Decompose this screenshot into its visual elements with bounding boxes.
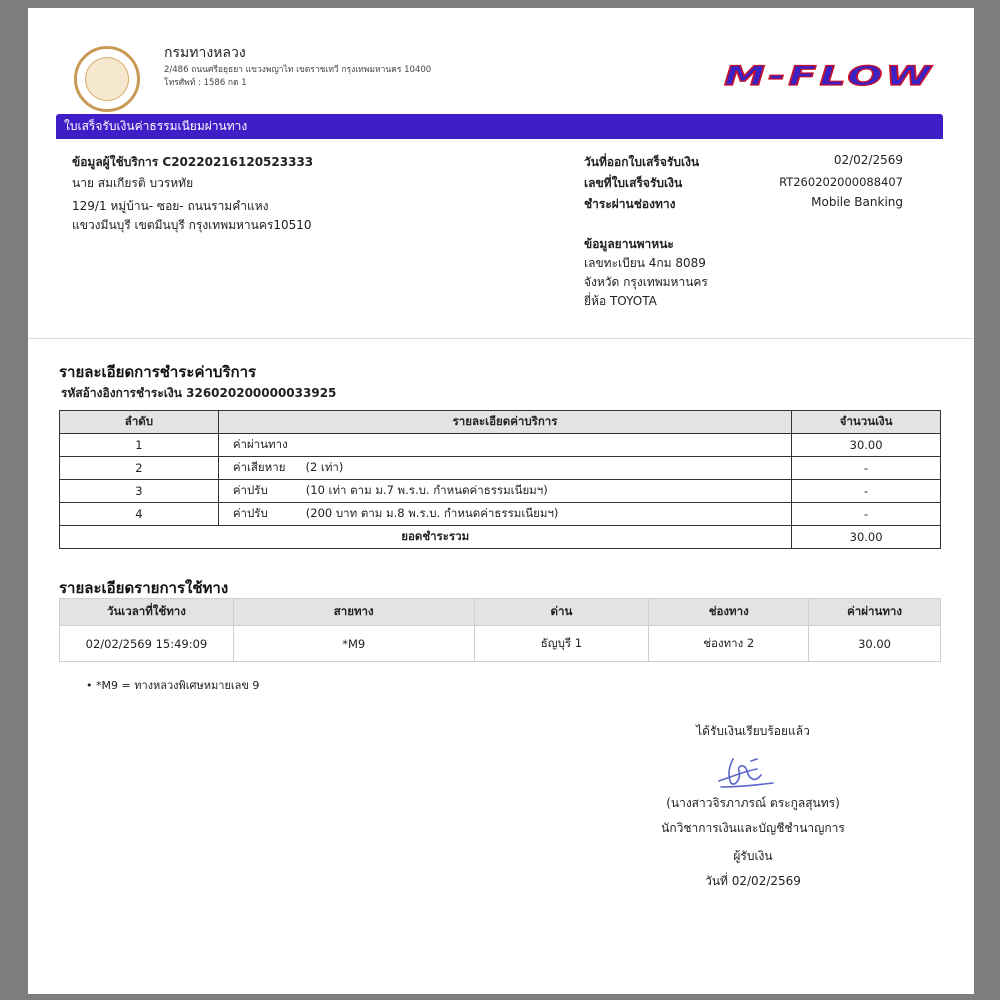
- table-row: [60, 626, 941, 662]
- row-item-label: ค่าเสียหาย: [232, 460, 286, 474]
- header-route: สายทาง: [233, 599, 474, 626]
- vehicle-brand: ยี่ห้อ TOYOTA: [584, 294, 657, 308]
- seal-center: [85, 57, 129, 101]
- row-no: 4: [60, 503, 219, 526]
- row-no: 2: [60, 457, 219, 480]
- row-no: 3: [60, 480, 219, 503]
- receipt-no-value: RT260202000088407: [779, 175, 903, 189]
- section-divider: [28, 338, 974, 339]
- issue-date-value: 02/02/2569: [833, 153, 903, 167]
- logo-text: M-FLOW: [724, 61, 934, 90]
- signer-position: นักวิชาการเงินและบัญชีชำนาญการ: [661, 821, 845, 835]
- vehicle-plate: เลขทะเบียน 4กม 8089: [584, 256, 706, 270]
- signer-role: ผู้รับเงิน: [733, 849, 773, 863]
- issue-date-label: วันที่ออกใบเสร็จรับเงิน: [584, 155, 700, 169]
- customer-address-line1: 129/1 หมู่บ้าน- ซอย- ถนนรามคำแหง: [72, 199, 269, 213]
- payment-reference: รหัสอ้างอิงการชำระเงิน 326020200000033925: [61, 386, 337, 400]
- total-amount: 30.00: [792, 526, 941, 549]
- row-amount: -: [792, 457, 941, 480]
- row-amount: 30.00: [792, 434, 941, 457]
- row-item-note: (10 เท่า ตาม ม.7 พ.ร.บ. กำหนดค่าธรรมเนียมฯ): [305, 483, 548, 497]
- header-lane: ช่องทาง: [649, 599, 809, 626]
- route-footnote: [86, 676, 259, 694]
- signer-name: (นางสาวจิรภาภรณ์ ตระกูลสุนทร): [666, 796, 840, 810]
- service-table-header: [60, 411, 941, 434]
- row-item: [218, 503, 791, 526]
- table-row: [60, 457, 941, 480]
- row-item-label: ค่าผ่านทาง: [232, 437, 288, 451]
- m-flow-logo-icon: [718, 60, 940, 90]
- row-amount: -: [792, 480, 941, 503]
- org-name: กรมทางหลวง: [164, 45, 246, 61]
- channel-label: ชำระผ่านช่องทาง: [584, 197, 676, 211]
- row-no: 1: [60, 434, 219, 457]
- table-row: [60, 503, 941, 526]
- receipt-no-label: เลขที่ใบเสร็จรับเงิน: [584, 176, 683, 190]
- banner-title: ใบเสร็จรับเงินค่าธรรมเนียมผ่านทาง: [56, 114, 943, 139]
- header-amount: จำนวนเงิน: [792, 411, 941, 434]
- service-table: [59, 410, 941, 549]
- total-row: [60, 526, 941, 549]
- row-item: [218, 457, 791, 480]
- row-item-label: ค่าปรับ: [232, 506, 268, 520]
- row-item-note: (200 บาท ตาม ม.8 พ.ร.บ. กำหนดค่าธรรมเนียมฯ): [305, 506, 559, 520]
- table-row: [60, 480, 941, 503]
- signature-image-icon: [711, 753, 781, 793]
- org-address: 2/486 ถนนศรีอยุธยา แขวงพญาไท เขตราชเทวี กรุงเทพมหานคร 10400: [164, 65, 432, 75]
- channel-value: Mobile Banking: [811, 195, 903, 209]
- department-seal-icon: [74, 46, 140, 112]
- usage-section-title: รายละเอียดรายการใช้ทาง: [59, 579, 229, 597]
- usage-table: [59, 598, 941, 662]
- table-row: [60, 434, 941, 457]
- usage-datetime: 02/02/2569 15:49:09: [60, 626, 234, 662]
- vehicle-title: ข้อมูลยานพาหนะ: [584, 237, 674, 251]
- received-text: ได้รับเงินเรียบร้อยแล้ว: [696, 724, 810, 738]
- row-amount: -: [792, 503, 941, 526]
- vehicle-province: จังหวัด กรุงเทพมหานคร: [584, 275, 708, 289]
- customer-address-line2: แขวงมีนบุรี เขตมีนบุรี กรุงเทพมหานคร10510: [72, 218, 312, 232]
- usage-plaza: ธัญบุรี 1: [474, 626, 649, 662]
- org-phone: โทรศัพท์ : 1586 กด 1: [164, 78, 247, 88]
- usage-fee: 30.00: [809, 626, 941, 662]
- header-no: ลำดับ: [60, 411, 219, 434]
- header-plaza: ด่าน: [474, 599, 649, 626]
- receipt-page: [28, 8, 974, 994]
- row-item: [218, 434, 791, 457]
- total-label: ยอดชำระรวม: [60, 526, 792, 549]
- signature-date: วันที่ 02/02/2569: [705, 874, 801, 888]
- usage-route: *M9: [233, 626, 474, 662]
- header-fee: ค่าผ่านทาง: [809, 599, 941, 626]
- customer-label: ข้อมูลผู้ใช้บริการ C20220216120523333: [72, 155, 314, 169]
- row-item: [218, 480, 791, 503]
- customer-name: นาย สมเกียรติ บวรหทัย: [72, 176, 194, 190]
- usage-table-header: [60, 599, 941, 626]
- footnote-text: *M9 = ทางหลวงพิเศษหมายเลข 9: [96, 679, 260, 692]
- header-detail: รายละเอียดค่าบริการ: [218, 411, 791, 434]
- usage-lane: ช่องทาง 2: [649, 626, 809, 662]
- row-item-label: ค่าปรับ: [232, 483, 268, 497]
- row-item-note: (2 เท่า): [305, 460, 344, 474]
- service-section-title: รายละเอียดการชำระค่าบริการ: [59, 363, 257, 381]
- header-datetime: วันเวลาที่ใช้ทาง: [60, 599, 234, 626]
- bullet-icon: •: [86, 679, 93, 692]
